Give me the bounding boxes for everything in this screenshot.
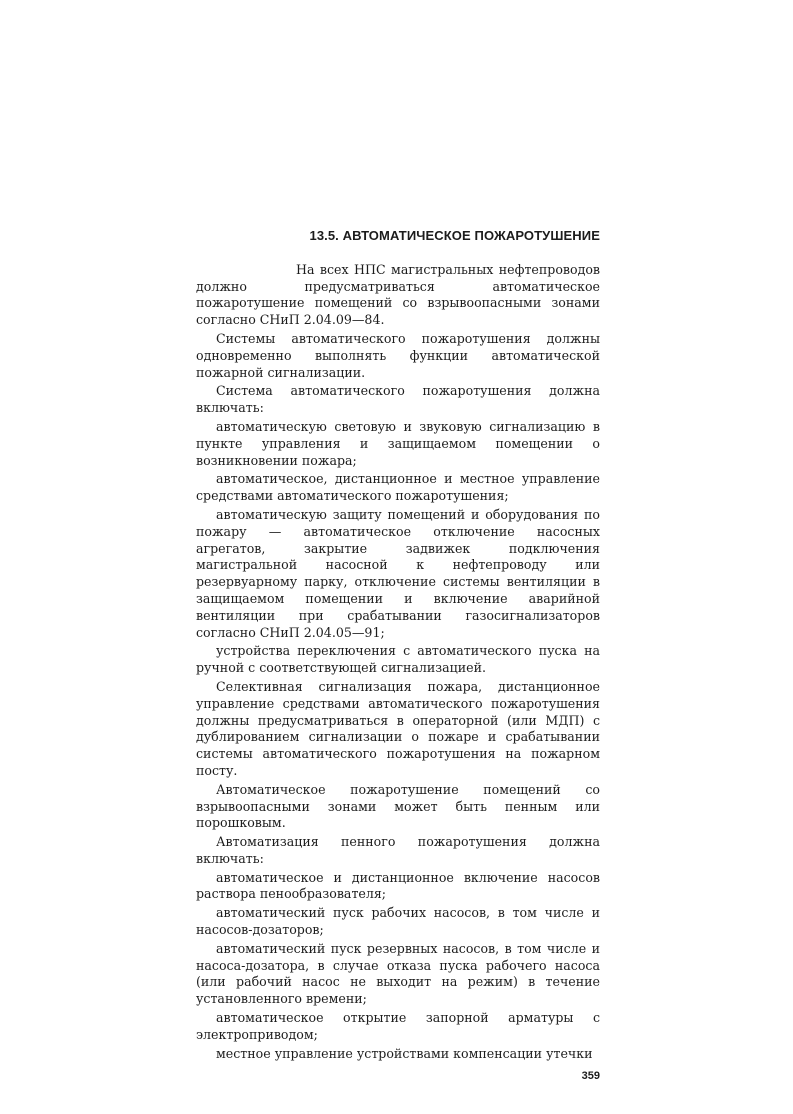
list-item: автоматический пуск резервных насосов, в том числе и насоса-дозатора, в случае отказа пуска рабочего насоса (или рабочий насос не выходит на режим) в течение установленного времени;	[196, 940, 600, 1007]
paragraph: Автоматизация пенного пожаротушения должна включать:	[196, 834, 600, 866]
paragraph: Селективная сигнализация пожара, дистанционное управление средствами автоматического пожаротушения должны предусматриваться в операторной (или МДП) с дублированием сигнализации о пожаре и срабатывании системы автоматического пожаротушения на пожарном посту.	[196, 678, 600, 778]
list-item: автоматическую защиту помещений и оборудования по пожару — автоматическое отключение насосных агрегатов, закрытие задвижек подключения магистральной насосной к нефтепроводу или резервуарному парку, отключение системы вентиляции в защищаемом помещении и включение аварийной вентиляции при срабатывании газосигнализаторов согласно СНиП 2.04.05—91;	[196, 506, 600, 640]
paragraph: Системы автоматического пожаротушения должны одновременно выполнять функции автоматической пожарной сигнализации.	[196, 330, 600, 380]
paragraph-intro: На всех НПС магистральных нефтепроводов должно предусматриваться автоматическое пожаротушение помещений со взрывоопасными зонами согласно СНиП 2.04.09—84.	[196, 261, 600, 328]
document-page	[196, 228, 600, 1085]
paragraph: Автоматическое пожаротушение помещений со взрывоопасными зонами может быть пенным или порошковым.	[196, 781, 600, 831]
page-number: 359	[581, 1070, 600, 1083]
list-item: местное управление устройствами компенсации утечки	[216, 1045, 593, 1061]
list-item: автоматическое открытие запорной арматуры с электроприводом;	[196, 1010, 600, 1042]
list-item: автоматическое, дистанционное и местное управление средствами автоматического пожаротушения;	[196, 471, 600, 504]
paragraph: Система автоматического пожаротушения должна включать:	[196, 383, 600, 416]
list-item: автоматическую световую и звуковую сигнализацию в пункте управления и защищаемом помещении о возникновении пожара;	[196, 418, 600, 468]
list-item: устройства переключения с автоматического пуска на ручной с соответствующей сигнализацией.	[196, 643, 600, 676]
list-item: автоматическое и дистанционное включение насосов раствора пенообразователя;	[196, 869, 600, 902]
section-heading: 13.5. АВТОМАТИЧЕСКОЕ ПОЖАРОТУШЕНИЕ	[309, 228, 600, 243]
list-item: автоматический пуск рабочих насосов, в том числе и насосов-дозаторов;	[196, 905, 600, 938]
